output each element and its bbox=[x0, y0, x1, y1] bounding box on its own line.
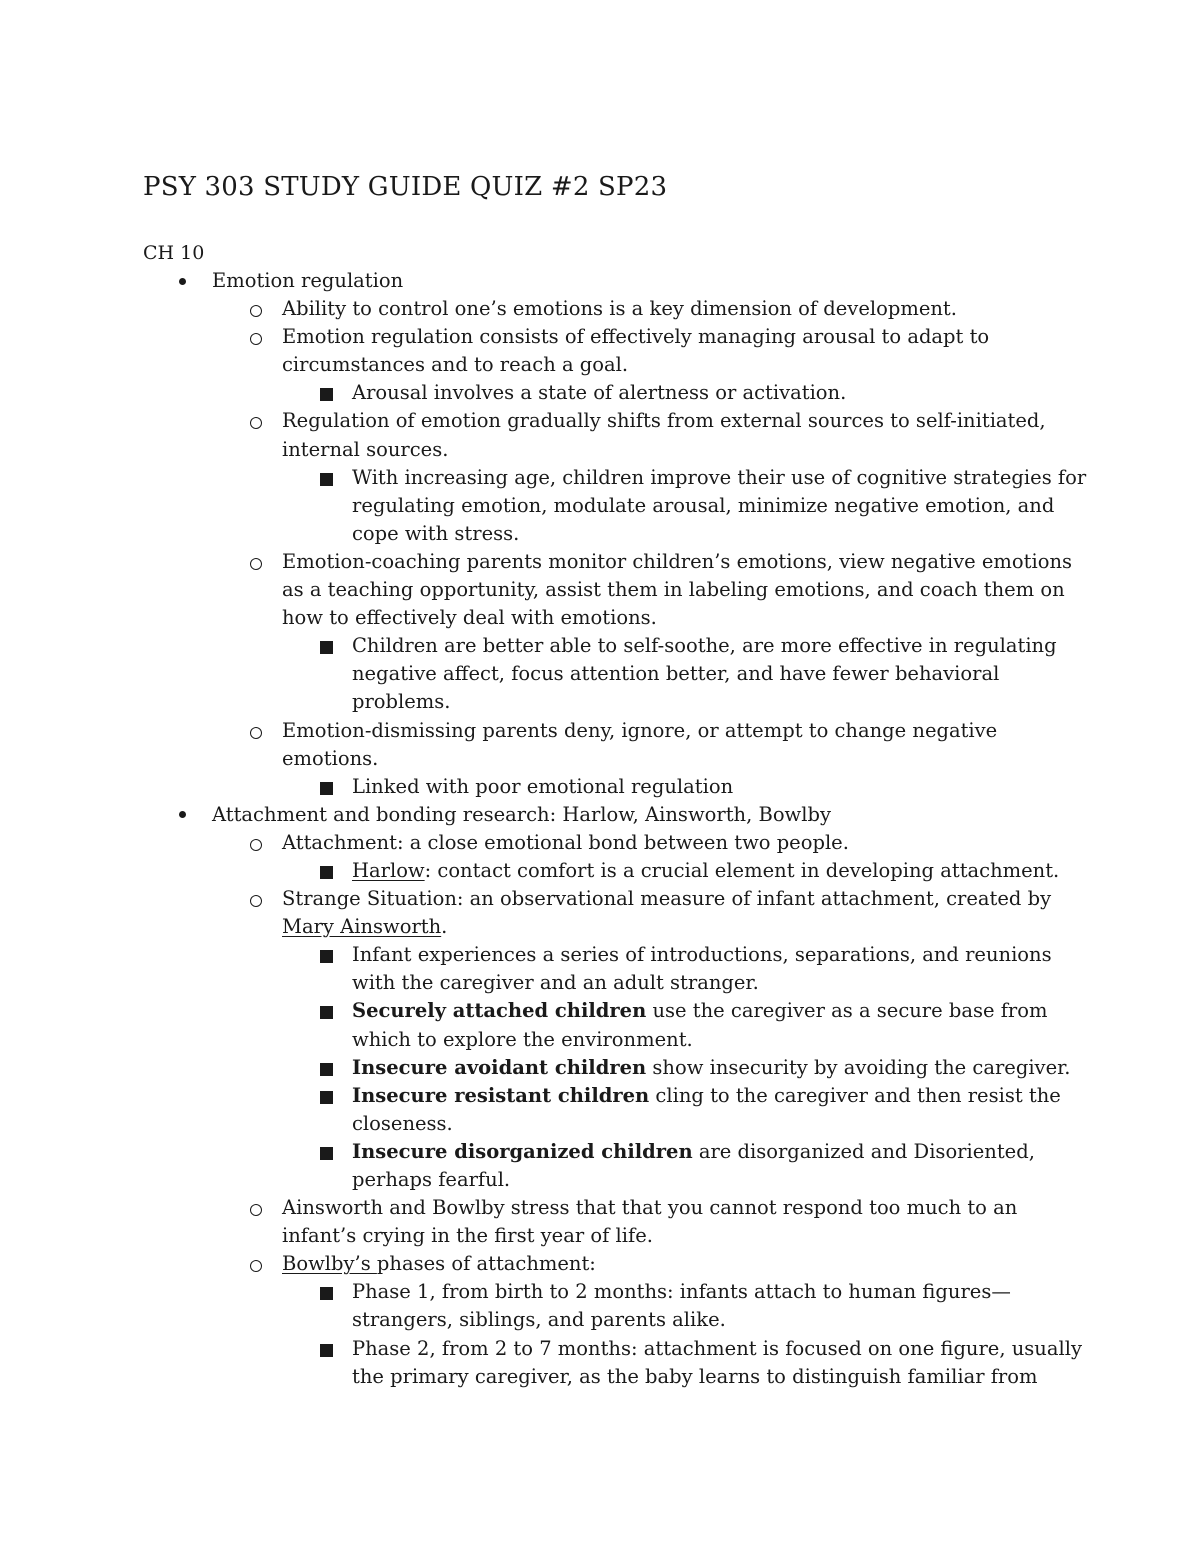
document-title: PSY 303 STUDY GUIDE QUIZ #2 SP23 bbox=[143, 172, 668, 202]
list-item-text: Regulation of emotion gradually shifts from external sources to self-initiated, bbox=[282, 409, 1046, 433]
list-item-continuation bbox=[143, 969, 1073, 997]
bullet-square-icon bbox=[320, 1344, 333, 1357]
underlined-term: Bowlby’s bbox=[282, 1252, 377, 1276]
list-item bbox=[143, 941, 1073, 969]
bullet-circle-icon bbox=[250, 839, 262, 851]
list-item-text: the primary caregiver, as the baby learns to distinguish familiar from bbox=[352, 1364, 1038, 1388]
list-item bbox=[143, 407, 1073, 435]
list-item-continuation bbox=[143, 1026, 1073, 1054]
list-item-text: Emotion regulation consists of effectively managing arousal to adapt to bbox=[282, 325, 990, 349]
bullet-circle-icon bbox=[250, 1260, 262, 1272]
bullet-square-icon bbox=[320, 1063, 333, 1076]
list-item-continuation bbox=[143, 436, 1073, 464]
bullet-circle-icon bbox=[250, 417, 262, 429]
list-item-text: negative affect, focus attention better, and have fewer behavioral bbox=[352, 662, 1000, 686]
list-item-text: . bbox=[441, 915, 448, 939]
list-item-text: Emotion-coaching parents monitor children’s emotions, view negative emotions bbox=[282, 549, 1073, 573]
list-item-continuation bbox=[143, 492, 1073, 520]
bullet-circle-icon bbox=[250, 333, 262, 345]
list-item-text: : contact comfort is a crucial element in developing attachment. bbox=[424, 858, 1060, 882]
list-item-text: are disorganized and Disoriented, bbox=[692, 1139, 1035, 1163]
list-item-continuation bbox=[143, 604, 1073, 632]
bullet-circle-icon bbox=[250, 895, 262, 907]
list-item-continuation bbox=[143, 660, 1073, 688]
list-item bbox=[143, 1278, 1073, 1306]
list-item bbox=[143, 829, 1073, 857]
bullet-square-icon bbox=[320, 1287, 333, 1300]
list-item bbox=[143, 1082, 1073, 1110]
bullet-dot-icon bbox=[179, 278, 186, 285]
bullet-circle-icon bbox=[250, 305, 262, 317]
list-item-text: Infant experiences a series of introductions, separations, and reunions bbox=[352, 943, 1052, 967]
list-item-text: cling to the caregiver and then resist the bbox=[649, 1083, 1061, 1107]
bullet-circle-icon bbox=[250, 1204, 262, 1216]
list-item bbox=[143, 801, 1073, 829]
list-item bbox=[143, 323, 1073, 351]
list-item bbox=[143, 997, 1073, 1025]
bold-term: Insecure resistant children bbox=[352, 1083, 650, 1107]
bullet-circle-icon bbox=[250, 727, 262, 739]
list-item bbox=[143, 379, 1073, 407]
list-item-continuation bbox=[143, 576, 1073, 604]
list-item-text: show insecurity by avoiding the caregiver. bbox=[646, 1055, 1071, 1079]
bullet-square-icon bbox=[320, 950, 333, 963]
list-item-text: how to effectively deal with emotions. bbox=[282, 606, 657, 630]
list-item-text: which to explore the environment. bbox=[352, 1027, 693, 1051]
list-item-continuation bbox=[143, 1306, 1073, 1334]
list-item-text: closeness. bbox=[352, 1111, 453, 1135]
list-item-text: With increasing age, children improve their use of cognitive strategies for bbox=[352, 465, 1087, 489]
list-item-text: infant’s crying in the first year of life. bbox=[282, 1224, 653, 1248]
list-item-text: emotions. bbox=[282, 746, 379, 770]
bold-term: Securely attached children bbox=[352, 999, 647, 1023]
list-item-text: Attachment and bonding research: Harlow, Ainsworth, Bowlby bbox=[212, 802, 831, 826]
bullet-square-icon bbox=[320, 866, 333, 879]
list-item bbox=[143, 1194, 1073, 1222]
underlined-term: Harlow bbox=[352, 858, 425, 882]
list-item bbox=[143, 295, 1073, 323]
list-item bbox=[143, 267, 1073, 295]
bullet-dot-icon bbox=[179, 811, 186, 818]
bold-term: Insecure disorganized children bbox=[352, 1139, 693, 1163]
list-item-text: regulating emotion, modulate arousal, minimize negative emotion, and bbox=[352, 493, 1055, 517]
list-item-text: Strange Situation: an observational measure of infant attachment, created by bbox=[282, 887, 1052, 911]
list-item-text: Ability to control one’s emotions is a key dimension of development. bbox=[282, 297, 957, 321]
list-item bbox=[143, 857, 1073, 885]
list-item bbox=[143, 464, 1087, 492]
list-item-text: Arousal involves a state of alertness or activation. bbox=[352, 381, 847, 405]
list-item-text: Attachment: a close emotional bond between two people. bbox=[282, 830, 849, 854]
list-item-text: Children are better able to self-soothe, are more effective in regulating bbox=[352, 634, 1057, 658]
list-item-text: circumstances and to reach a goal. bbox=[282, 353, 629, 377]
list-item bbox=[143, 1335, 1082, 1363]
list-item bbox=[143, 773, 1073, 801]
bullet-square-icon bbox=[320, 782, 333, 795]
bullet-square-icon bbox=[320, 1147, 333, 1160]
list-item-continuation bbox=[143, 1222, 1073, 1250]
list-item bbox=[143, 717, 1073, 745]
list-item-continuation bbox=[143, 520, 1073, 548]
list-item-text: strangers, siblings, and parents alike. bbox=[352, 1308, 726, 1332]
list-item-continuation bbox=[143, 1363, 1073, 1391]
bullet-square-icon bbox=[320, 1006, 333, 1019]
list-item-continuation bbox=[143, 351, 1073, 379]
list-item bbox=[143, 885, 1073, 913]
bullet-square-icon bbox=[320, 641, 333, 654]
list-item-text: phases of attachment: bbox=[376, 1252, 596, 1276]
list-item-continuation bbox=[143, 1110, 1073, 1138]
list-item-continuation bbox=[143, 745, 1073, 773]
list-item-continuation bbox=[143, 688, 1073, 716]
bullet-square-icon bbox=[320, 473, 333, 486]
list-item-text: Ainsworth and Bowlby stress that that you cannot respond too much to an bbox=[282, 1196, 1018, 1220]
list-item-continuation bbox=[143, 913, 1073, 941]
bullet-square-icon bbox=[320, 388, 333, 401]
list-item-text: problems. bbox=[352, 690, 451, 714]
bullet-circle-icon bbox=[250, 558, 262, 570]
bold-term: Insecure avoidant children bbox=[352, 1055, 647, 1079]
list-item-text: perhaps fearful. bbox=[352, 1168, 511, 1191]
list-item-text: as a teaching opportunity, assist them in labeling emotions, and coach them on bbox=[282, 578, 1065, 602]
outline-body bbox=[143, 267, 1087, 1391]
list-item bbox=[143, 632, 1073, 660]
list-item-text: Emotion regulation bbox=[212, 269, 404, 292]
section-heading: CH 10 bbox=[143, 242, 205, 264]
list-item-text: cope with stress. bbox=[352, 521, 520, 545]
underlined-term: Mary Ainsworth bbox=[282, 915, 442, 939]
bullet-square-icon bbox=[320, 1091, 333, 1104]
list-item-text: Emotion-dismissing parents deny, ignore, or attempt to change negative bbox=[282, 718, 998, 742]
list-item bbox=[143, 1138, 1073, 1166]
list-item-text: use the caregiver as a secure base from bbox=[646, 999, 1048, 1023]
list-item bbox=[143, 1250, 1073, 1278]
list-item-text: with the caregiver and an adult stranger. bbox=[352, 971, 759, 995]
list-item-text: internal sources. bbox=[282, 437, 449, 461]
list-item-text: Phase 1, from birth to 2 months: infants attach to human figures— bbox=[352, 1280, 1011, 1304]
list-item bbox=[143, 548, 1073, 576]
list-item-text: Phase 2, from 2 to 7 months: attachment is focused on one figure, usually bbox=[352, 1336, 1082, 1360]
list-item bbox=[143, 1054, 1073, 1082]
list-item-continuation bbox=[143, 1166, 1073, 1194]
list-item-text: Linked with poor emotional regulation bbox=[352, 774, 734, 798]
